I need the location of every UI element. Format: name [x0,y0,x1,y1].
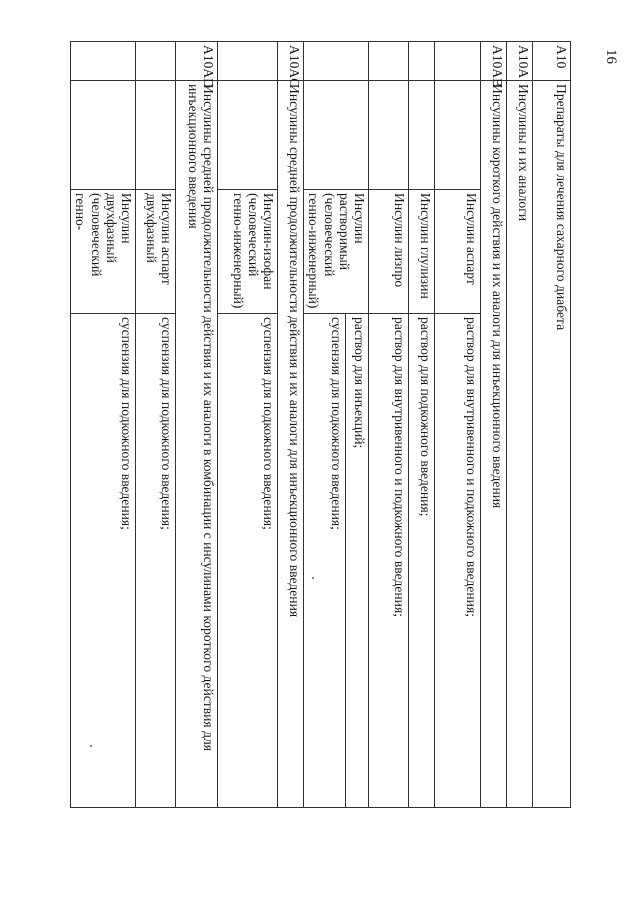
page-number: 16 [603,49,619,64]
group-name-cell: Инсулины средней продолжительности действия и их аналоги в комбинации с инсулинами короткого действия для инъекционного введения [176,81,218,808]
drug-name-cell: Инсулин аспарт двухфазный [136,190,176,314]
group-name-cell: Инсулины короткого действия и их аналоги для инъекционного введения [481,81,507,808]
drug-name-cell: Инсулин растворимый (человеческий генно-инженерный) [304,190,369,314]
drug-name-cell: Инсулин двухфазный (человеческий генно- [71,190,136,314]
empty-cell [409,42,435,81]
empty-cell [304,81,369,190]
empty-cell [435,42,481,81]
table-row [409,42,435,808]
empty-cell [218,42,278,81]
atc-code-cell: A10A [507,42,533,81]
table-row [435,42,481,808]
dosage-form-cell: раствор для подкожного введения; [409,314,435,808]
atc-code-cell: A10AD [176,42,218,81]
empty-cell [304,42,369,81]
group-name-cell: Инсулины средней продолжительности действия и их аналоги для инъекционного введения [278,81,304,808]
dosage-form-cell: раствор для внутривенного и подкожного введения; [369,314,409,808]
table-row [278,42,304,808]
empty-cell [435,81,481,190]
group-name-cell: Инсулины и их аналоги [507,81,533,808]
atc-code-cell: A10AC [278,42,304,81]
table-row [71,42,136,808]
empty-cell [136,42,176,81]
drug-name-cell: Инсулин аспарт [435,190,481,314]
empty-cell [71,81,136,190]
table-row [176,42,218,808]
table-row [533,42,571,808]
empty-cell [218,81,278,190]
drug-name-cell: Инсулин лизпро [369,190,409,314]
drug-table [70,41,571,808]
table-row [481,42,507,808]
empty-cell [369,81,409,190]
drug-name-cell: Инсулин глулизин [409,190,435,314]
empty-cell [369,42,409,81]
dosage-form-cell: суспензия для подкожного введения; [218,314,278,808]
table-row [369,42,409,808]
dosage-form-cell: суспензия для подкожного введения; [71,314,136,808]
dosage-form-cell: раствор для внутривенного и подкожного введения; [435,314,481,808]
table-row [136,42,176,808]
empty-cell [409,81,435,190]
dosage-form-cell: раствор для инъекций; [345,314,368,808]
table-row [218,42,278,808]
empty-cell [136,81,176,190]
empty-cell [71,42,136,81]
dosage-form-cell: суспензия для подкожного введения; [304,314,346,808]
drug-name-cell: Инсулин-изофан (человеческий генно-инженерный) [218,190,278,314]
atc-code-cell: A10AB [481,42,507,81]
atc-code-cell: A10 [533,42,571,81]
rotated-page [61,41,571,807]
group-name-cell: Препараты для лечения сахарного диабета [533,81,571,808]
dosage-form-cell: суспензия для подкожного введения; [136,314,176,808]
table-row [507,42,533,808]
table-row [345,42,368,808]
